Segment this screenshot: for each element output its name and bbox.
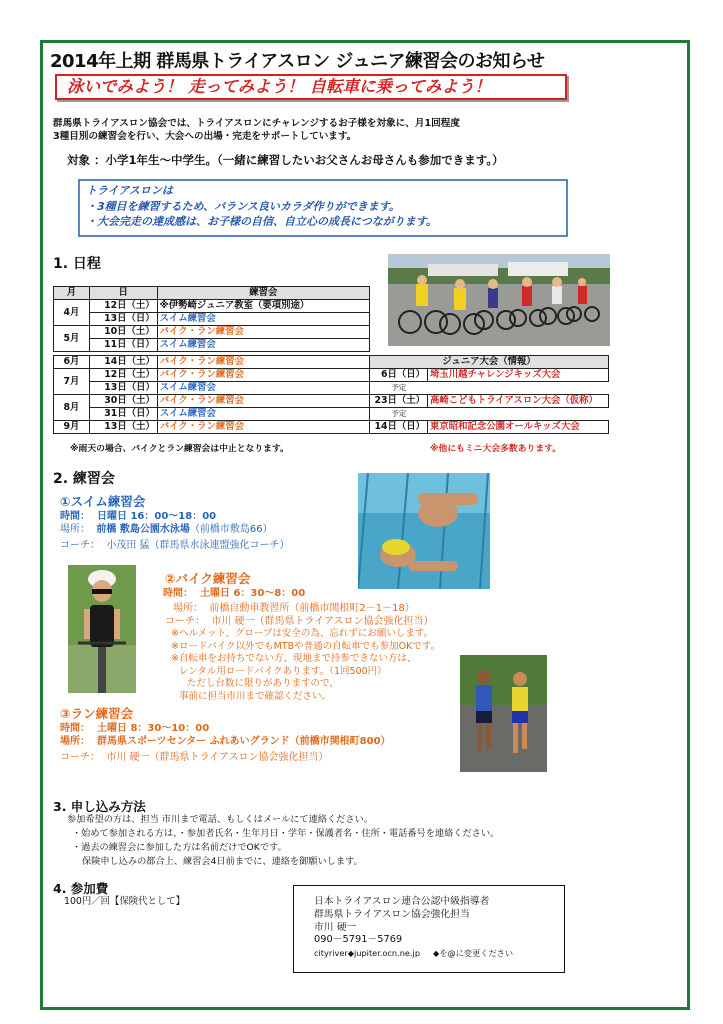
practice-schedule-table [53, 286, 370, 352]
table-row [54, 326, 370, 339]
bike-note-6: 事前に担当市川まで確認ください。 [179, 690, 332, 702]
day-cell: 13日（日） [89, 382, 157, 395]
day-cell: 11日（日） [89, 339, 157, 352]
day-cell: 12日（土） [89, 369, 157, 382]
swim-time: 時間： 日曜日 16：00～18：00 [60, 511, 217, 522]
col-header-day: 日 [89, 287, 157, 300]
contact-box [293, 885, 565, 973]
mini-events-note: ※他にもミニ大会多数あります。 [430, 444, 562, 454]
contact-email: cityriver◆jupiter.ocn.ne.jp [314, 948, 421, 959]
junior-date-cell: 23日（土） [370, 395, 428, 408]
bike-note-2: ※ロードバイク以外でもMTBや普通の自転車でも参加OKです。 [171, 640, 441, 652]
event-cell: バイク・ラン練習会 [157, 395, 369, 408]
run-coach: コーチ： 市川 硬一（群馬県トライアスロン協会強化担当） [60, 752, 329, 763]
month-cell: 4月 [54, 300, 90, 326]
bike-rider-photo [68, 565, 136, 693]
day-cell: 10日（土） [89, 326, 157, 339]
day-cell: 30日（土） [89, 395, 157, 408]
bike-coach: コーチ： 市川 硬一（群馬県トライアスロン協会強化担当） [165, 616, 434, 627]
section-schedule-heading: 1. 日程 [53, 256, 101, 272]
event-cell: スイム練習会 [157, 382, 369, 395]
junior-date-cell: 14日（日） [370, 421, 428, 434]
schedule-table-lower [53, 355, 609, 434]
table-row [54, 356, 609, 369]
event-cell: バイク・ラン練習会 [157, 369, 369, 382]
bike-place: 場所： 前橋自動車教習所（前橋市関根町2－1－18） [173, 603, 415, 614]
contact-email-note: ◆を@に変更ください [433, 948, 514, 959]
contact-qualification: 日本トライアスロン連合公認中級指導者 [314, 896, 490, 907]
contact-email-row [314, 947, 564, 960]
event-cell: スイム練習会 [157, 408, 369, 421]
event-cell: バイク・ラン練習会 [157, 421, 369, 434]
month-cell: 7月 [54, 369, 90, 395]
event-cell: バイク・ラン練習会 [157, 326, 369, 339]
event-cell: スイム練習会 [157, 339, 369, 352]
month-cell: 6月 [54, 356, 90, 369]
junior-event-cell: 東京昭和記念公園オールキッズ大会 [428, 421, 609, 434]
table-row [54, 313, 370, 326]
month-cell: 8月 [54, 395, 90, 421]
section-fee-heading: 4. 参加費 [53, 881, 109, 896]
event-cell: ※伊勢崎ジュニア教室（要項別途） [157, 300, 369, 313]
junior-events-header: ジュニア大会（情報） [370, 356, 609, 369]
bike-note-5: ただし台数に限りがありますので、 [187, 678, 339, 689]
intro-text [53, 117, 460, 143]
rain-cancellation-note: ※雨天の場合、バイクとラン練習会は中止となります。 [70, 444, 289, 454]
junior-event-cell: 埼玉川越チャレンジキッズ大会 [428, 369, 609, 382]
slogan-banner: 泳いでみよう！ 走ってみよう！ 自転車に乗ってみよう！ [55, 74, 567, 100]
contact-name: 市川 硬一 [314, 921, 357, 933]
table-row [54, 395, 609, 408]
bike-practice-block [165, 569, 440, 703]
junior-tentative-label: 予定 [391, 409, 407, 418]
junior-date-cell: 6日（日） [370, 369, 428, 382]
table-row [54, 421, 609, 434]
col-header-month: 月 [54, 287, 90, 300]
swim-practice-block [60, 492, 290, 552]
month-cell: 9月 [54, 421, 90, 434]
bike-time: 時間： 土曜日 6：30～8：00 [163, 588, 306, 599]
benefit-item-1: ・3種目を練習するため、バランス良いカラダ作りができます。 [86, 199, 400, 213]
run-title: ③ラン練習会 [60, 706, 134, 721]
day-cell: 12日（土） [89, 300, 157, 313]
contact-role: 群馬県トライアスロン協会強化担当 [314, 908, 470, 920]
junior-event-cell: 高崎こどもトライアスロン大会（仮称） [428, 395, 609, 408]
triathlon-benefits-box [78, 179, 568, 237]
day-cell: 31日（日） [89, 408, 157, 421]
swim-title: ①スイム練習会 [60, 494, 146, 509]
intro-line-1: 群馬県トライアスロン協会では、トライアスロンにチャレンジするお子様を対象に、月1回程度 [53, 118, 460, 129]
target-audience: 対象 ：小学1年生～中学生。（一緒に練習したいお父さんお母さんも参加できます。） [67, 153, 504, 167]
apply-line-4: 保険申し込みの都合上、練習会4日前までに、連絡を御願いします。 [82, 856, 363, 867]
col-header-event: 練習会 [157, 287, 369, 300]
section-practice-heading: 2. 練習会 [53, 471, 115, 487]
benefits-heading: トライアスロンは [86, 184, 173, 197]
fee-text: 100円／回【保険代として】 [64, 896, 186, 907]
apply-line-2: ・始めて参加される方は、・参加者氏名・生年月日・学年・保護者名・住所・電話番号を連絡ください。 [72, 828, 500, 839]
apply-line-3: ・過去の練習会に参加した方は名前だけでOKです。 [72, 842, 287, 853]
apply-line-1: 参加希望の方は、担当 市川まで電話、もしくはメールにて連絡ください。 [67, 814, 373, 825]
intro-line-2: 3種目別の練習会を行い、大会への出場・完走をサポートしています。 [53, 131, 357, 142]
cycling-group-photo [388, 254, 610, 346]
day-cell: 13日（土） [89, 421, 157, 434]
day-cell: 14日（土） [89, 356, 157, 369]
apply-instructions [67, 813, 499, 869]
day-cell: 13日（日） [89, 313, 157, 326]
swim-coach: コーチ： 小茂田 猛（群馬県水泳連盟強化コーチ） [60, 540, 290, 551]
contact-phone: 090－5791－5769 [314, 934, 403, 946]
month-cell: 5月 [54, 326, 90, 352]
bike-note-3: ※自転車をお持ちでない方、現地まで持参できない方は、 [171, 653, 417, 664]
bike-title: ②バイク練習会 [165, 571, 251, 586]
section-apply-heading: 3. 申し込み方法 [53, 799, 146, 814]
table-row [54, 408, 609, 421]
runners-photo [460, 655, 547, 772]
run-time: 時間： 土曜日 8：30～10：00 [60, 723, 210, 734]
bike-note-4: レンタル用ロードバイクあります。（1回500円） [179, 665, 387, 677]
table-row [54, 339, 370, 352]
table-row [54, 382, 609, 395]
swim-place: 場所： 前橋 敷島公園水泳場（前橋市敷島66） [60, 524, 273, 535]
run-practice-block [60, 704, 391, 764]
page-title: 2014年上期 群馬県トライアスロン ジュニア練習会のお知らせ [50, 51, 545, 72]
junior-tentative-label: 予定 [391, 383, 407, 392]
event-cell: スイム練習会 [157, 313, 369, 326]
bike-note-1: ※ヘルメット、グローブは安全の為、忘れずにお願いします。 [171, 628, 434, 639]
event-cell: バイク・ラン練習会 [157, 356, 369, 369]
table-row [54, 369, 609, 382]
table-row [54, 300, 370, 313]
benefit-item-2: ・大会完走の達成感は、お子様の自信、自立心の成長につながります。 [86, 215, 437, 228]
run-place: 場所： 群馬県スポーツセンター ふれあいグランド（前橋市関根町800） [60, 736, 391, 747]
